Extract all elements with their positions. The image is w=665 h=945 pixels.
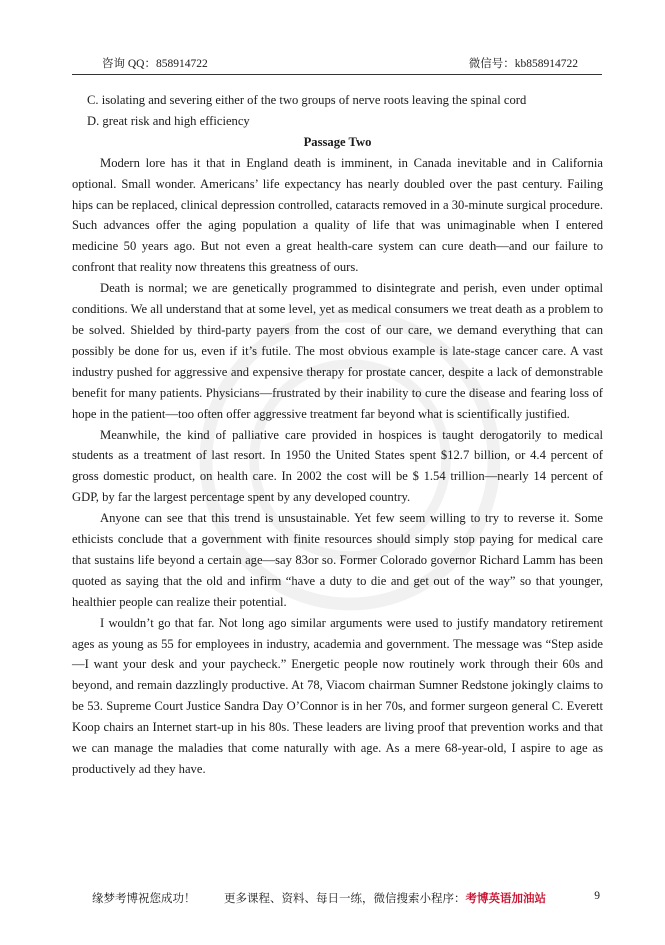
footer-promo-text: 更多课程、资料、每日一练，微信搜索小程序： (224, 893, 466, 905)
page-header (72, 52, 602, 75)
header-qq: 咨询 QQ：858914722 (102, 58, 208, 70)
passage-title: Passage Two (303, 134, 372, 149)
paragraph: Modern lore has it that in England death is imminent, in Canada inevitable and in California optional. Small wonder. Americans’ life expectancy has nearly doubled over the past century. Failing hips can be replaced, clinical depression controlled, cataracts removed in a 30-minute surgical procedure. Such advances offer the aging population a quality of life that was unimaginable when I entered medicine 50 years ago. But not even a great health-care system can cure death—and our failure to confront that reality now threatens this greatness of ours. (72, 155, 603, 275)
paragraph: Death is normal; we are genetically programmed to disintegrate and perish, even under optimal conditions. We all understand that at some level, yet as medical consumers we treat death as a problem to be solved. Shielded by third-party payers from the cost of our care, we demand everything that can possibly be done for us, even if it’s futile. The most obvious example is late-stage cancer care. A vast industry pushed for aggressive and expensive therapy for prostate cancer, despite a lack of demonstrable benefit for many patients. Physicians—frustrated by their inability to cure the disease and fearing loss of hope in the patient—too often offer aggressive treatment far beyond what is scientifically justified. (72, 281, 603, 421)
footer-highlight: 考博英语加油站 (465, 893, 546, 905)
paragraph: I wouldn’t go that far. Not long ago similar arguments were used to justify mandatory retirement ages as young as 55 for employees in industry, academia and government. The message was “Step aside—I want your desk and your paycheck.” Energetic people now routinely work through their 60s and beyond, and remain dazzlingly productive. At 78, Viacom chairman Sumner Redstone jokingly claims to be 53. Supreme Court Justice Sandra Day O’Connor is in her 70s, and former surgeon general C. Everett Koop chairs an Internet start-up in his 80s. These leaders are living proof that prevention works and that we can manage the maladies that come naturally with age. As a mere 68-year-old, I aspire to age as productively ad they have. (72, 615, 603, 776)
option-d: D. great risk and high efficiency (87, 113, 250, 128)
footer-promo (224, 890, 546, 906)
document-body (72, 90, 603, 780)
footer-greeting: 缘梦考博祝您成功！ (92, 893, 196, 905)
option-c: C. isolating and severing either of the two groups of nerve roots leaving the spinal cord (87, 93, 527, 107)
page-number: 9 (594, 890, 600, 902)
paragraph: Anyone can see that this trend is unsustainable. Yet few seem willing to try to reverse it. Some ethicists conclude that a government with finite resources should simply stop paying for medical care that sustains life beyond a certain age—say 83or so. Former Colorado governor Richard Lamm has been quoted as saying that the old and infirm “have a duty to die and get out of the way” so that younger, healthier people can realize their potential. (72, 511, 603, 609)
header-wechat: 微信号：kb858914722 (468, 58, 578, 70)
page-footer (72, 890, 602, 910)
paragraph: Meanwhile, the kind of palliative care provided in hospices is taught derogatorily to medical students as a treatment of last resort. In 1950 the United States spent $12.7 billion, or 4.4 percent of gross domestic product, on health care. In 2002 the cost will be $ 1.54 trillion—nearly 14 percent of GDP, by far the largest percentage spent by any developed country. (72, 427, 603, 505)
